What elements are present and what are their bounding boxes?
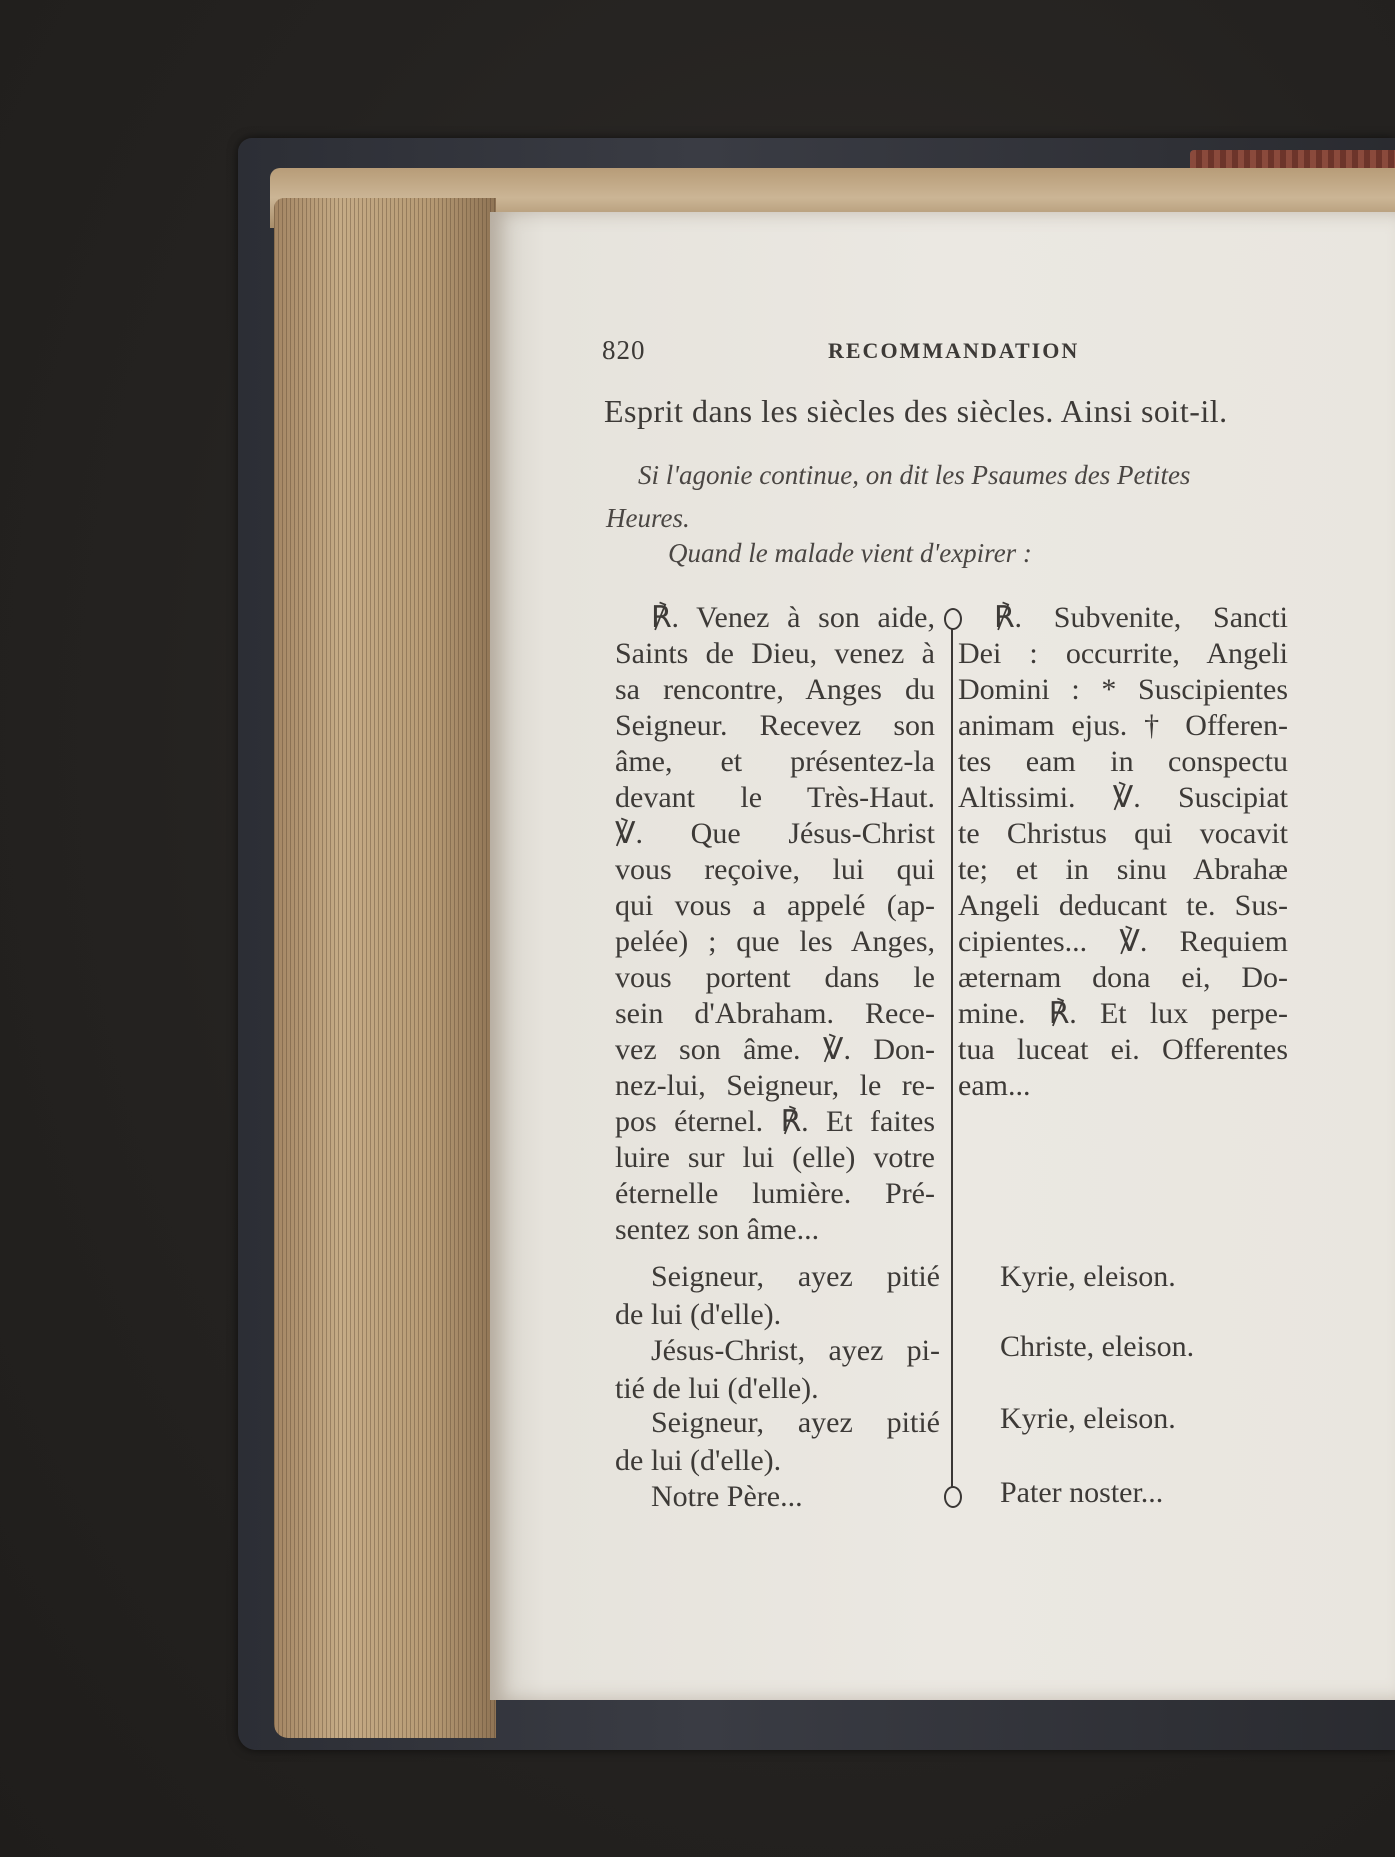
latin-line: mine. ℟. Et lux perpe- <box>958 997 1288 1030</box>
latin-line: te Christus qui vocavit <box>958 817 1288 850</box>
latin-line: Dei : occurrite, Angeli <box>958 637 1288 670</box>
french-litany-line: de lui (d'elle). <box>615 1444 782 1477</box>
latin-line: animam ejus. † Offeren- <box>958 709 1288 742</box>
french-line: âme, et présentez-la <box>615 745 935 778</box>
french-litany-item <box>615 1332 940 1408</box>
french-litany-line: de lui (d'elle). <box>615 1298 782 1331</box>
french-line: ℟. Venez à son aide, <box>651 601 935 634</box>
latin-line: Domini : * Suscipientes <box>958 673 1288 706</box>
latin-line: Altissimi. ℣. Suscipiat <box>958 781 1288 814</box>
french-line: Saints de Dieu, venez à <box>615 637 935 670</box>
french-line: pelée) ; que les Anges, <box>615 925 935 958</box>
french-litany-item <box>615 1258 940 1334</box>
latin-litany-line: Christe, eleison. <box>1000 1330 1195 1363</box>
french-litany-item <box>615 1478 940 1516</box>
french-line: ℣. Que Jésus-Christ <box>615 817 935 850</box>
french-line: nez-lui, Seigneur, le re- <box>615 1069 935 1102</box>
french-litany-line: Seigneur, ayez pitié <box>651 1406 940 1439</box>
rubric-line: Quand le malade vient d'expirer : <box>668 538 1032 568</box>
page-block-fore-edge <box>274 198 496 1738</box>
french-line: Seigneur. Recevez son <box>615 709 935 742</box>
latin-line: cipientes... ℣. Requiem <box>958 925 1288 958</box>
latin-line: Angeli deducant te. Sus- <box>958 889 1288 922</box>
french-responsory-column <box>615 600 935 1248</box>
french-line: sentez son âme... <box>615 1213 820 1246</box>
latin-line: tua luceat ei. Offerentes <box>958 1033 1288 1066</box>
page-number: 820 <box>602 335 646 365</box>
french-litany-line: Jésus-Christ, ayez pi- <box>651 1334 940 1367</box>
rubric-line: Si l'agonie continue, on dit les Psaumes des Petites <box>638 460 1191 490</box>
latin-line: eam... <box>958 1069 1031 1102</box>
french-line: vez son âme. ℣. Don- <box>615 1033 935 1066</box>
latin-line: ℟. Subvenite, Sancti <box>994 601 1288 634</box>
latin-line: tes eam in conspectu <box>958 745 1288 778</box>
french-line: vous reçoive, lui qui <box>615 853 935 886</box>
french-line: pos éternel. ℟. Et faites <box>615 1105 935 1138</box>
french-litany-line: Notre Père... <box>651 1480 803 1513</box>
french-litany-line: Seigneur, ayez pitié <box>651 1260 940 1293</box>
french-line: devant le Très-Haut. <box>615 781 935 814</box>
divider-bottom-ornament <box>944 1486 962 1508</box>
divider-top-ornament <box>944 608 962 630</box>
french-line: sa rencontre, Anges du <box>615 673 935 706</box>
rubric-line: Heures. <box>606 503 690 533</box>
running-head: RECOMMANDATION <box>828 338 1080 363</box>
french-litany-item <box>615 1404 940 1480</box>
latin-litany-line: Kyrie, eleison. <box>1000 1260 1176 1293</box>
latin-litany-line: Pater noster... <box>1000 1476 1164 1509</box>
latin-litany-line: Kyrie, eleison. <box>1000 1402 1176 1435</box>
latin-responsory-column <box>958 600 1288 1104</box>
closing-line: Esprit dans les siècles des siècles. Ainsi soit-il. <box>604 393 1228 429</box>
french-line: qui vous a appelé (ap- <box>615 889 935 922</box>
french-litany-line: tié de lui (d'elle). <box>615 1372 819 1405</box>
french-line: luire sur lui (elle) votre <box>615 1141 935 1174</box>
column-divider <box>951 628 953 1488</box>
french-line: vous portent dans le <box>615 961 935 994</box>
latin-line: te; et in sinu Abrahæ <box>958 853 1288 886</box>
french-line: éternelle lumière. Pré- <box>615 1177 935 1210</box>
latin-line: æternam dona ei, Do- <box>958 961 1288 994</box>
french-line: sein d'Abraham. Rece- <box>615 997 935 1030</box>
